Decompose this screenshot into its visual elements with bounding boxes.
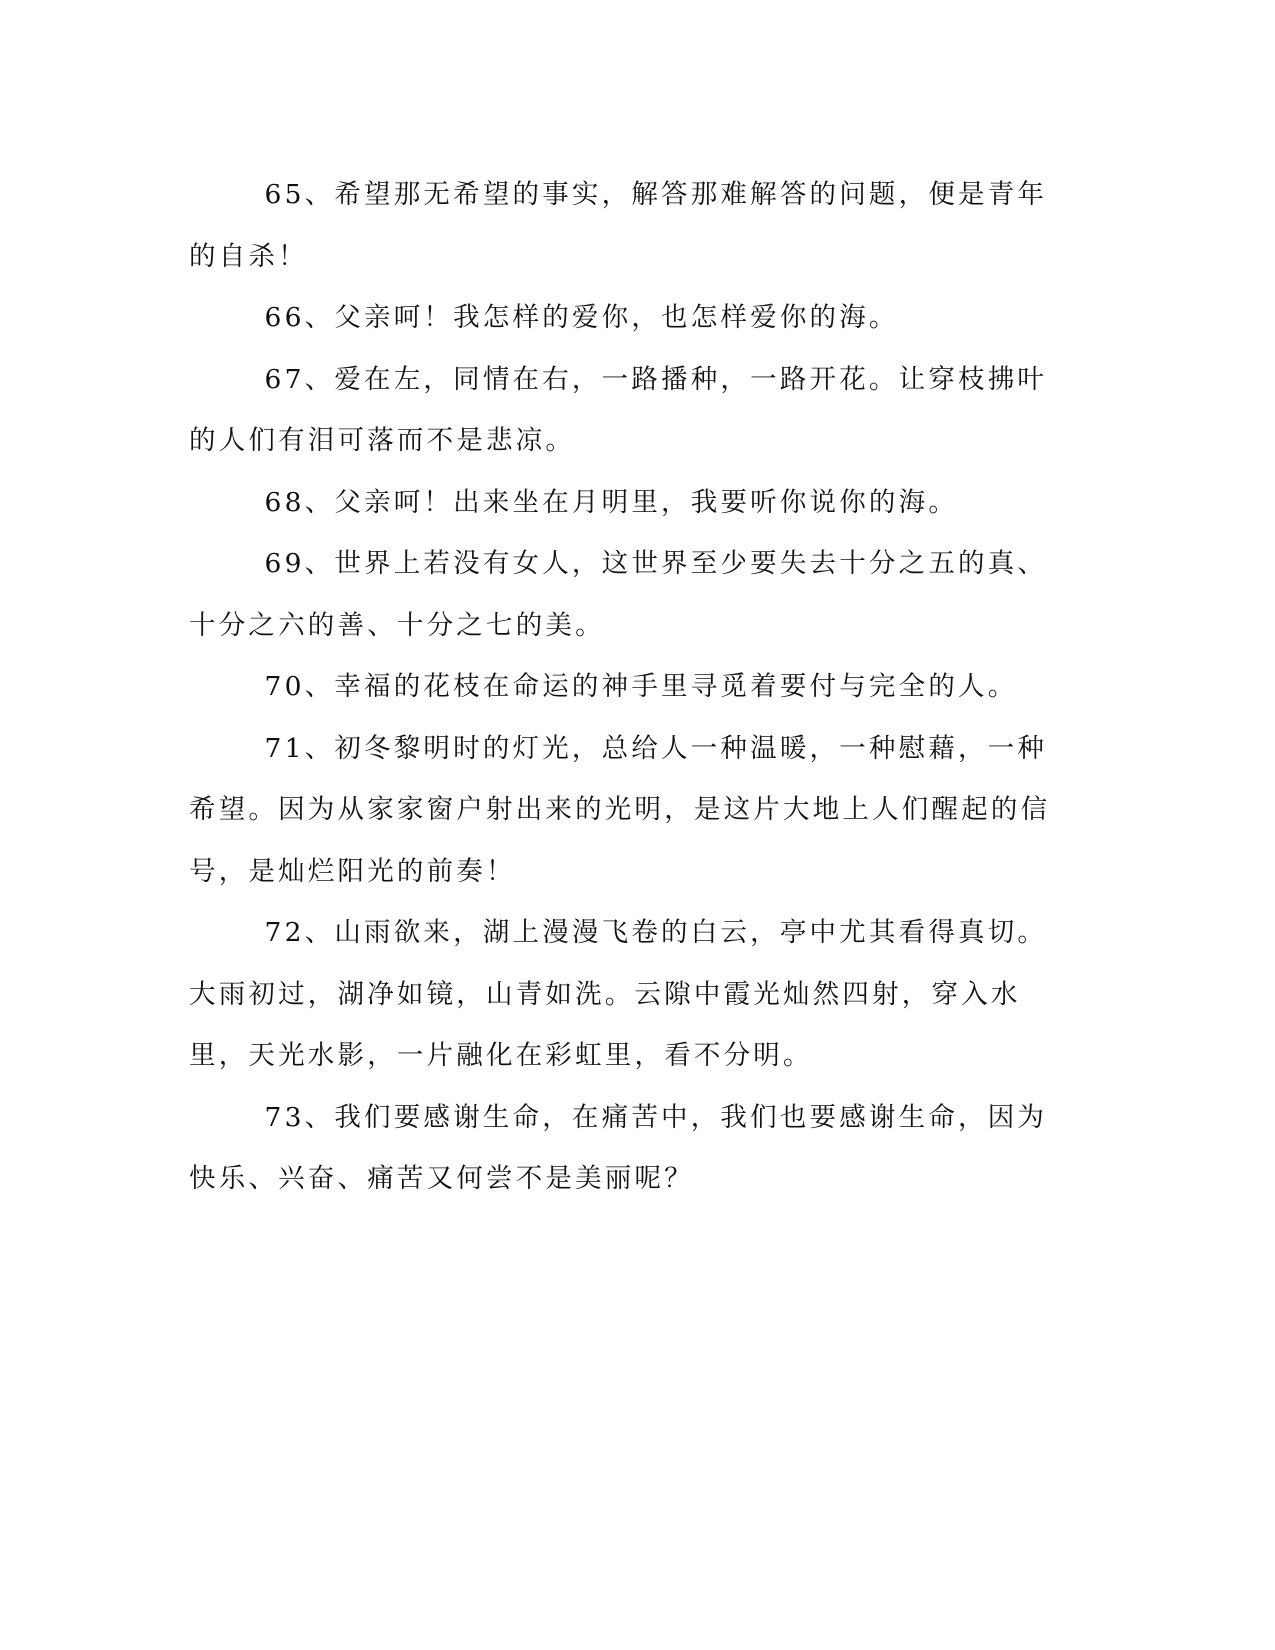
quote-paragraph-72: 72、山雨欲来，湖上漫漫飞卷的白云，亭中尤其看得真切。大雨初过，湖净如镜，山青如洗。云隙中霞光灿然四射，穿入水里，天光水影，一片融化在彩虹里，看不分明。: [189, 917, 1048, 1071]
quote-paragraph-66: 66、父亲呵！我怎样的爱你，也怎样爱你的海。: [264, 302, 899, 333]
quote-paragraph-70: 70、幸福的花枝在命运的神手里寻觅着要付与完全的人。: [264, 671, 1018, 702]
quote-paragraph-69: 69、世界上若没有女人，这世界至少要失去十分之五的真、十分之六的善、十分之七的美。: [189, 548, 1048, 641]
document-body: [189, 164, 1075, 1210]
quote-paragraph-67: 67、爱在左，同情在右，一路播种，一路开花。让穿枝拂叶的人们有泪可落而不是悲凉。: [189, 363, 1048, 456]
quote-paragraph-73: 73、我们要感谢生命，在痛苦中，我们也要感谢生命，因为快乐、兴奋、痛苦又何尝不是美丽呢？: [189, 1101, 1048, 1194]
quote-paragraph-71: 71、初冬黎明时的灯光，总给人一种温暖，一种慰藉，一种希望。因为从家家窗户射出来的光明，是这片大地上人们醒起的信号，是灿烂阳光的前奏！: [189, 732, 1051, 887]
quote-paragraph-68: 68、父亲呵！出来坐在月明里，我要听你说你的海。: [264, 486, 959, 518]
quote-paragraph-65: 65、希望那无希望的事实，解答那难解答的问题，便是青年的自杀！: [189, 179, 1048, 272]
